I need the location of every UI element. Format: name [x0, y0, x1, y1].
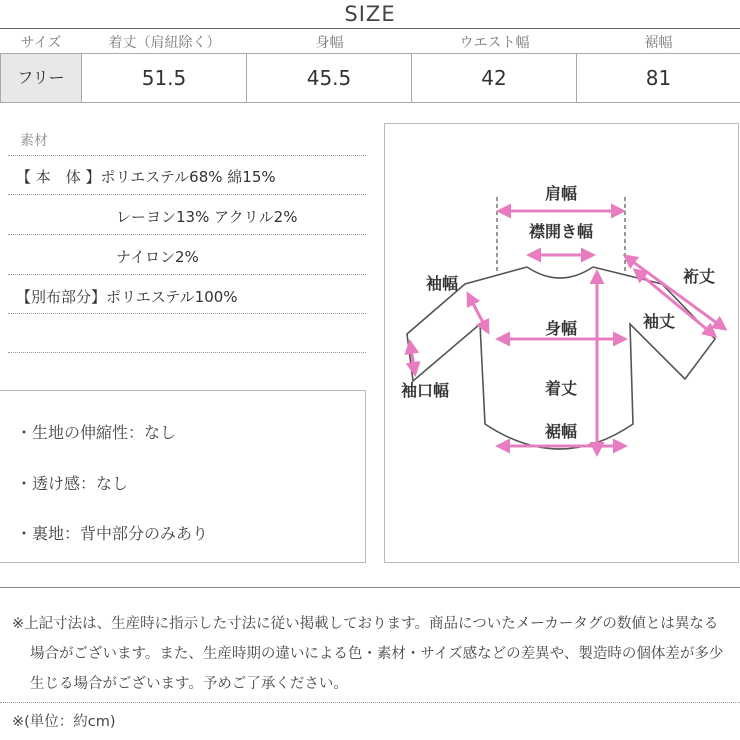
title-divider — [0, 28, 740, 29]
unit-note: ※(単位：約cm) — [12, 714, 116, 730]
material-line: レーヨン13% アクリル2% — [116, 208, 298, 226]
size-table-header — [0, 32, 740, 52]
label-hem: 裾幅 — [544, 422, 578, 441]
hem-cell: 81 — [645, 66, 672, 90]
measurement-diagram — [384, 123, 739, 563]
page-title: SIZE — [344, 2, 396, 26]
disclaimer-text: ※上記寸法は、生産時に指示した寸法に従い掲載しております。商品についたメーカータグの数値とは異なる場合がございます。また、生産時期の違いによる色・素材・サイズ感などの差異や、製造時の個体差が多少生じる場合がございます。予めご了承ください。 — [12, 616, 724, 692]
materials-label: 素材 — [20, 133, 48, 149]
label-length: 着丈 — [544, 379, 578, 398]
divider — [8, 274, 366, 275]
garment-diagram — [385, 124, 740, 564]
length-cell: 51.5 — [82, 54, 247, 102]
label-neck: 襟開き幅 — [528, 222, 594, 241]
label-body-width: 身幅 — [544, 319, 578, 338]
sheerness-note: ・透け感：なし — [16, 474, 129, 493]
header-length: 着丈（肩紐除く） — [108, 35, 221, 51]
unit-divider — [0, 702, 740, 703]
disclaimer-divider — [0, 587, 740, 588]
divider — [8, 352, 366, 353]
divider — [8, 194, 366, 195]
lining-note: ・裏地：背中部分のみあり — [16, 524, 209, 543]
divider — [8, 313, 366, 314]
label-sleeve-length: 袖丈 — [642, 312, 676, 331]
label-shoulder: 肩幅 — [544, 184, 578, 203]
fabric-notes-box — [0, 390, 366, 563]
material-line: 【 本 体 】ポリエステル68% 綿15% — [16, 168, 276, 186]
divider — [8, 155, 366, 156]
material-line: 【別布部分】ポリエステル100% — [16, 288, 238, 306]
divider — [8, 234, 366, 235]
waist-cell: 42 — [412, 54, 577, 102]
body-width-cell: 45.5 — [247, 54, 412, 102]
size-name-cell: フリー — [0, 54, 82, 102]
header-size: サイズ — [20, 35, 62, 51]
header-body-width: 身幅 — [315, 35, 344, 51]
stretch-note: ・生地の伸縮性：なし — [16, 423, 177, 442]
label-sleeve-width: 袖幅 — [425, 274, 459, 293]
material-line: ナイロン2% — [116, 248, 199, 266]
header-hem: 裾幅 — [644, 35, 673, 51]
size-table-row — [0, 53, 740, 103]
label-cuff: 袖口幅 — [400, 381, 450, 400]
header-waist: ウエスト幅 — [459, 35, 530, 51]
label-yuki: 裄丈 — [682, 267, 716, 286]
